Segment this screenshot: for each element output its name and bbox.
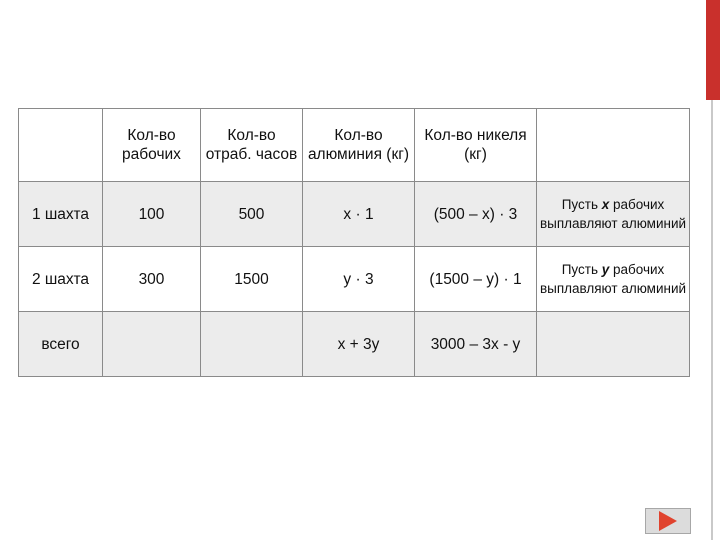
workers-cell bbox=[103, 312, 201, 377]
note-variable: x bbox=[601, 197, 610, 212]
note-variable: y bbox=[601, 262, 610, 277]
hours-cell bbox=[201, 312, 303, 377]
note-cell bbox=[537, 312, 690, 377]
header-nickel: Кол-во никеля (кг) bbox=[415, 109, 537, 182]
header-workers: Кол-во рабочих bbox=[103, 109, 201, 182]
header-cell-corner bbox=[19, 109, 103, 182]
data-table bbox=[18, 108, 690, 377]
next-slide-button[interactable] bbox=[645, 508, 691, 534]
hours-cell: 500 bbox=[201, 182, 303, 247]
workers-cell: 300 bbox=[103, 247, 201, 312]
note-prefix: Пусть bbox=[561, 197, 602, 212]
header-aluminum: Кол-во алюминия (кг) bbox=[303, 109, 415, 182]
table-row bbox=[19, 312, 690, 377]
nickel-cell: (1500 – y) · 1 bbox=[415, 247, 537, 312]
header-row bbox=[19, 109, 690, 182]
table-row bbox=[19, 182, 690, 247]
aluminum-cell: y · 3 bbox=[303, 247, 415, 312]
aluminum-cell: x + 3y bbox=[303, 312, 415, 377]
note-cell bbox=[537, 247, 690, 312]
note-cell bbox=[537, 182, 690, 247]
note-text: рабочих выплавляют алюминий bbox=[539, 197, 687, 231]
aluminum-cell: x · 1 bbox=[303, 182, 415, 247]
note-text: рабочих выплавляют алюминий bbox=[539, 262, 687, 296]
side-divider bbox=[711, 100, 713, 540]
row-label: всего bbox=[19, 312, 103, 377]
header-hours: Кол-во отраб. часов bbox=[201, 109, 303, 182]
play-arrow-icon bbox=[659, 511, 677, 531]
table-row bbox=[19, 247, 690, 312]
nickel-cell: (500 – x) · 3 bbox=[415, 182, 537, 247]
workers-cell: 100 bbox=[103, 182, 201, 247]
header-notes bbox=[537, 109, 690, 182]
row-label: 2 шахта bbox=[19, 247, 103, 312]
note-prefix: Пусть bbox=[561, 262, 602, 277]
nickel-cell: 3000 – 3x - y bbox=[415, 312, 537, 377]
hours-cell: 1500 bbox=[201, 247, 303, 312]
row-label: 1 шахта bbox=[19, 182, 103, 247]
accent-stripe bbox=[706, 0, 720, 100]
